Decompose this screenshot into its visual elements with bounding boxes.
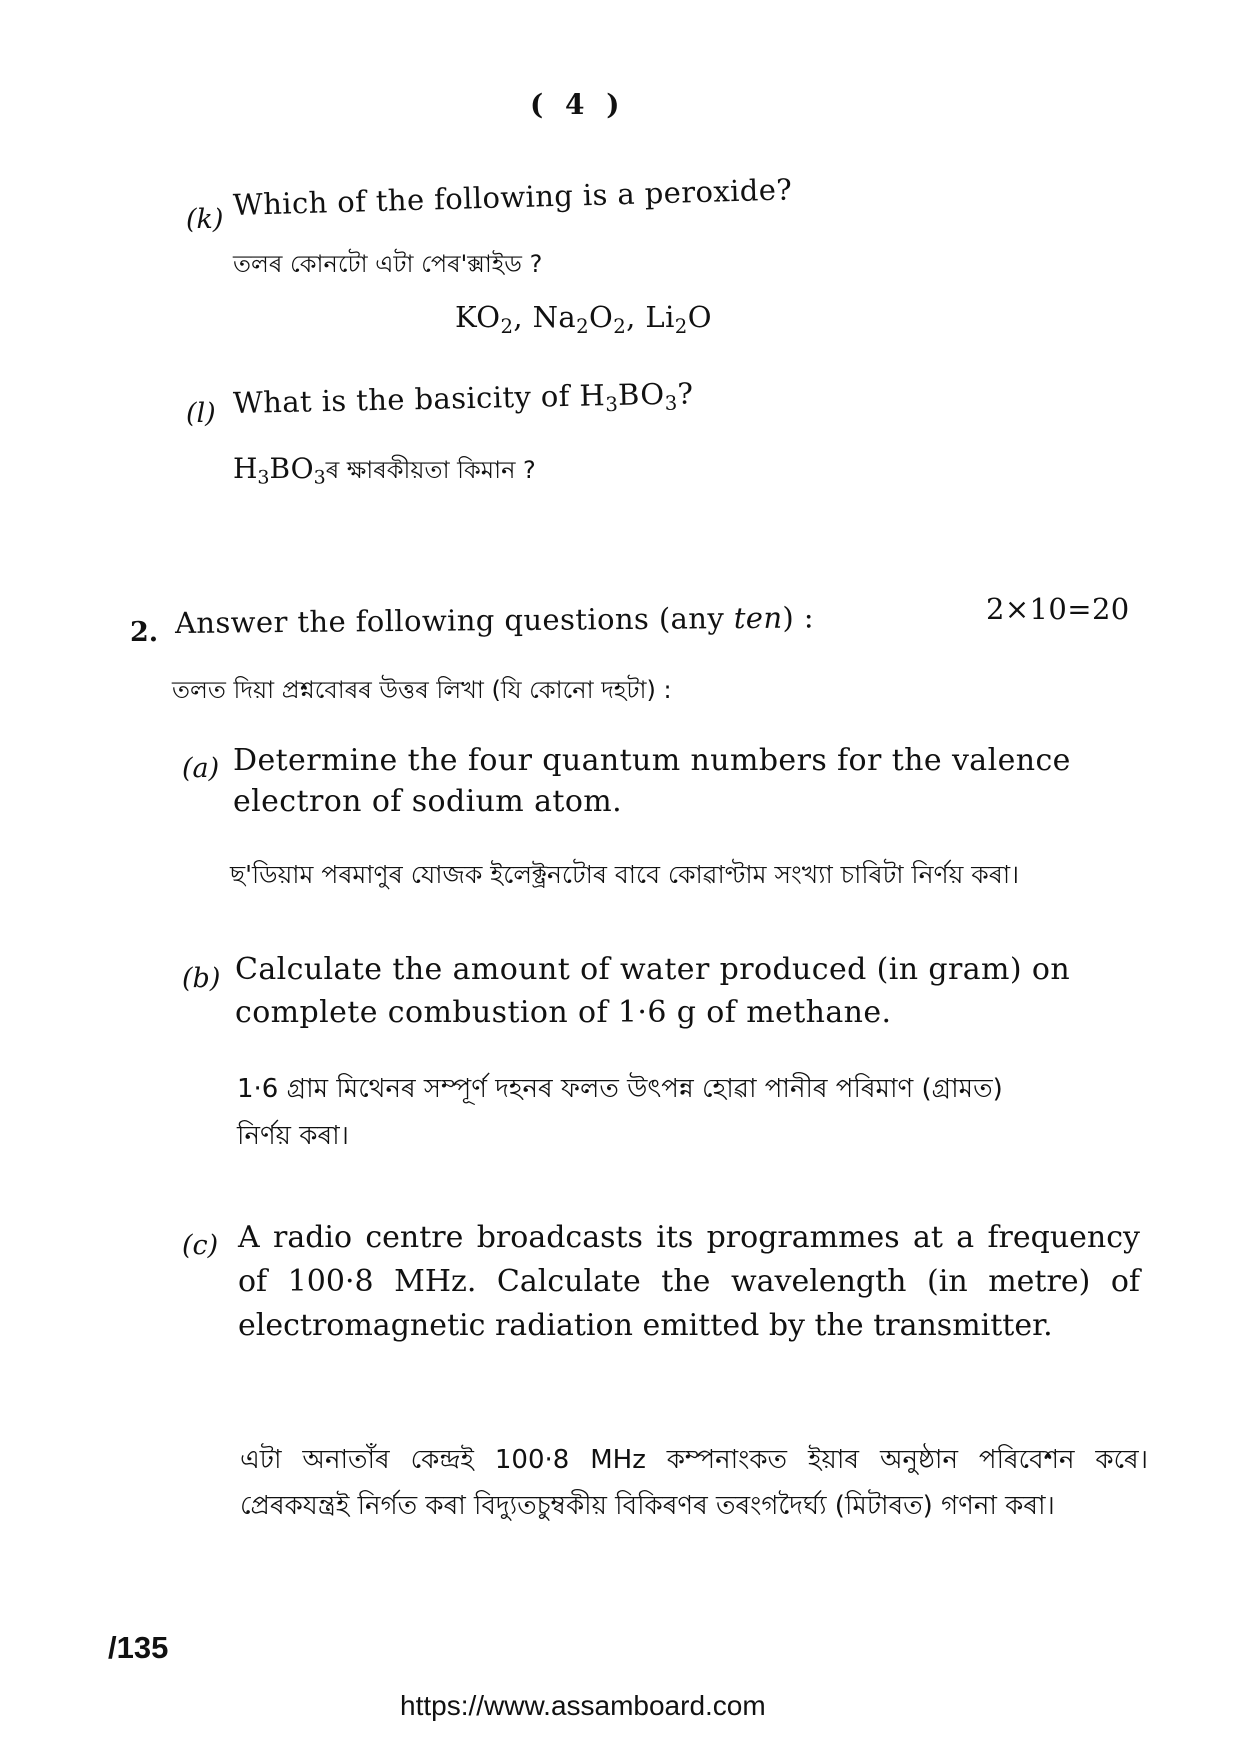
question-2-instruction: Answer the following questions (any ten) :: [174, 600, 815, 640]
question-b-english-line2: complete combustion of 1·6 g of methane.: [235, 995, 892, 1030]
question-b-english-line1: Calculate the amount of water produced (in gram) on: [235, 952, 1071, 987]
question-l-assamese: $H_3BO_3ৰ$ ক্ষাৰকীয়তা কিমান ?: [233, 452, 536, 489]
question-number-2: 2.: [130, 617, 159, 648]
question-k-assamese: তলৰ কোনটো এটা পেৰ'ক্সাইড ?: [233, 250, 543, 278]
question-k-english: Which of the following is a peroxide?: [232, 172, 793, 222]
question-a-english-line1: Determine the four quantum numbers for the valence: [233, 743, 1071, 778]
question-label-a: (a): [182, 753, 220, 784]
question-label-l: (l): [186, 398, 216, 429]
question-2-assamese: তলত দিয়া প্ৰশ্নবোৰৰ উত্তৰ লিখা (যি কোনো দহটা) :: [172, 676, 672, 704]
question-a-english-line2: electron of sodium atom.: [233, 784, 623, 819]
question-label-b: (b): [182, 963, 221, 994]
footer-url: https://www.assamboard.com: [400, 1690, 766, 1721]
question-k-options: $KO_2$, $Na_2O_2$, $Li_2O$: [455, 300, 712, 338]
question-2-marks: 2×10=20: [986, 592, 1130, 626]
question-c-english: A radio centre broadcasts its programmes at a frequency of 100·8 MHz. Calculate the wavelength (in metre) of electromagnetic radiation emitted by the transmitter.: [238, 1220, 1140, 1343]
page-number: ( 4 ): [530, 88, 626, 121]
question-c-assamese: এটা অনাতাঁৰ কেন্দ্ৰই 100·8 MHz কম্পনাংকত ইয়াৰ অনুষ্ঠান পৰিবেশন কৰে। প্ৰেৰকযন্ত্ৰই নিৰ্গত কৰা বিদ্যুতচুম্বকীয় বিকিৰণৰ তৰংগদৈৰ্ঘ্য (মিটাৰত) গণনা কৰা।: [240, 1445, 1148, 1521]
question-b-assamese-line1: 1·6 গ্ৰাম মিথেনৰ সম্পূৰ্ণ দহনৰ ফলত উৎপন্ন হোৱা পানীৰ পৰিমাণ (গ্ৰামত): [237, 1074, 1003, 1104]
question-label-k: (k): [186, 204, 224, 235]
paper-code: /135: [108, 1630, 169, 1665]
question-label-c: (c): [182, 1230, 219, 1261]
question-a-assamese: ছ'ডিয়াম পৰমাণুৰ যোজক ইলেক্ট্ৰনটোৰ বাবে কোৱাণ্টাম সংখ্যা চাৰিটা নিৰ্ণয় কৰা।: [230, 860, 1020, 889]
question-b-assamese-line2: নিৰ্ণয় কৰা।: [237, 1121, 349, 1151]
question-l-english: What is the basicity of $H_3BO_3$?: [232, 376, 694, 420]
